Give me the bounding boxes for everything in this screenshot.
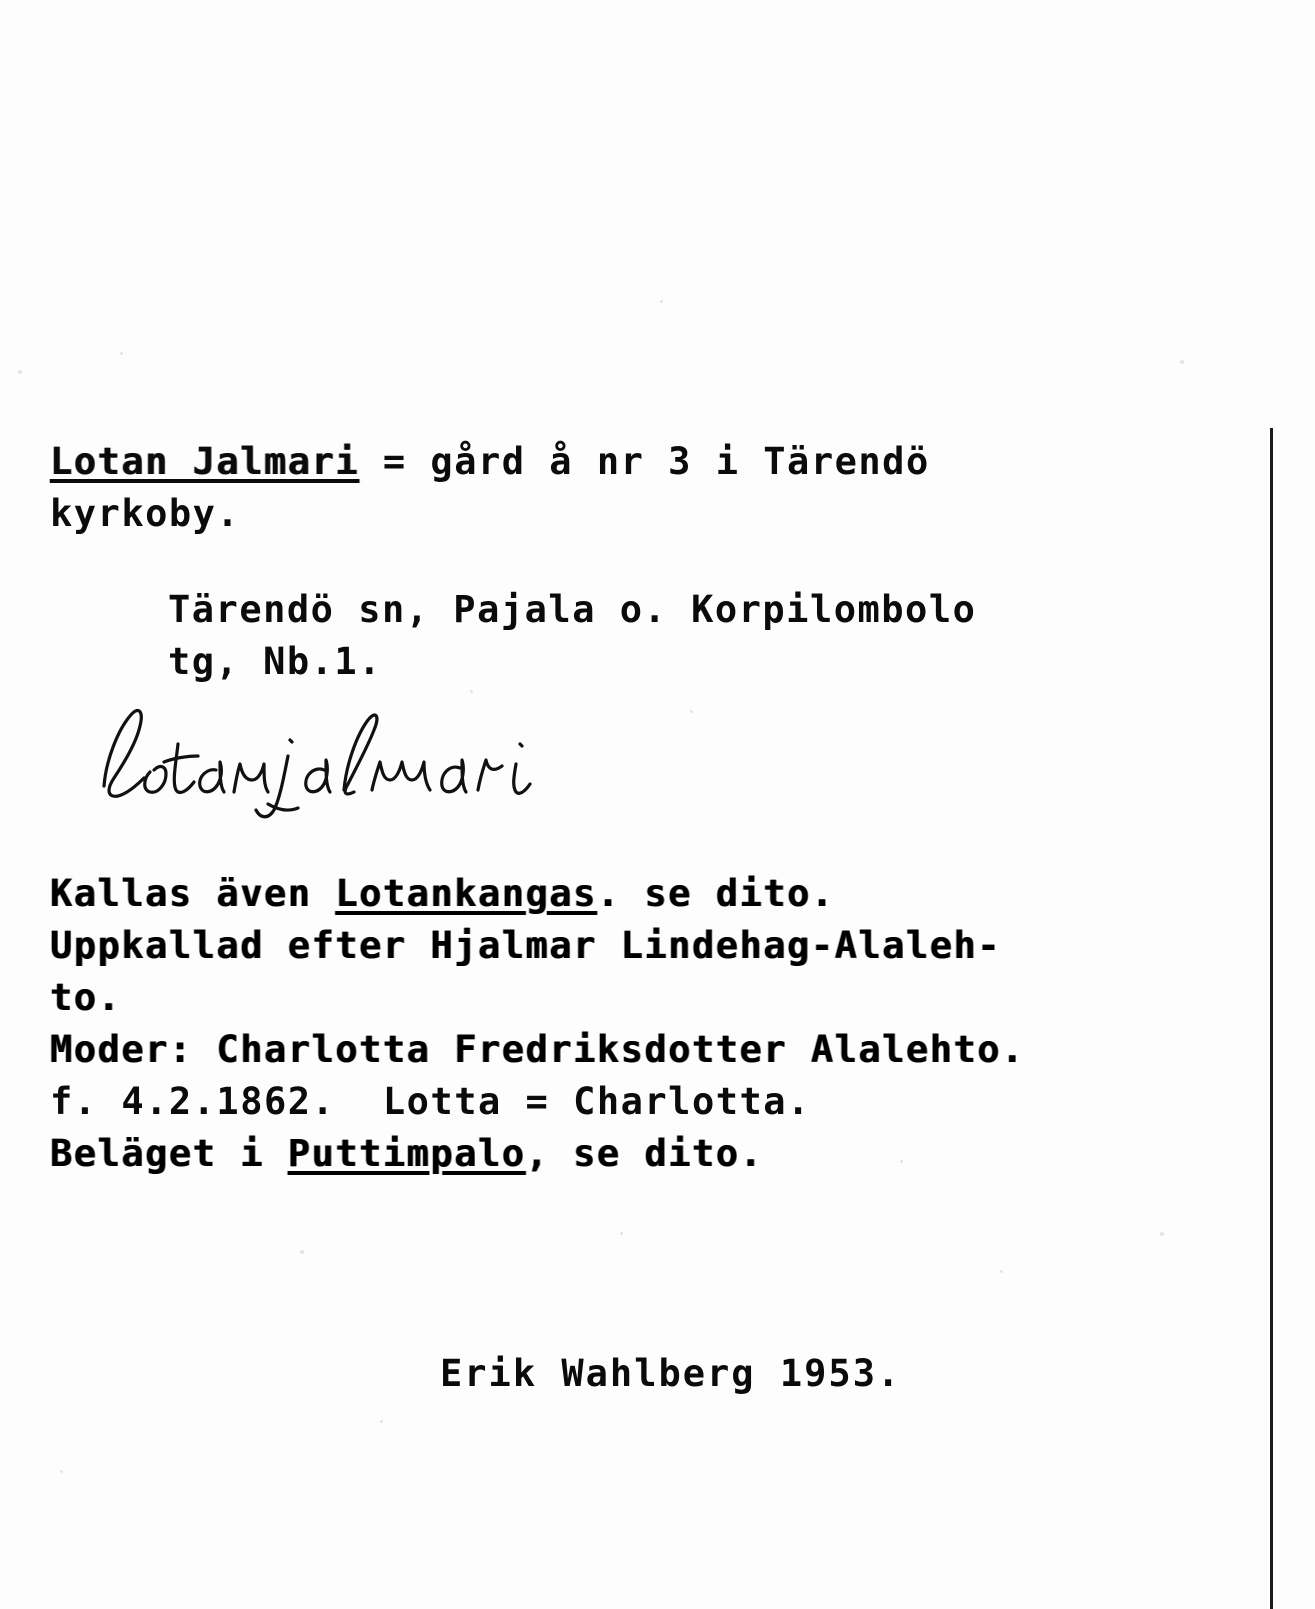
scan-speck <box>1000 1270 1003 1273</box>
notes-line-6-pre: Beläget i <box>50 1132 288 1175</box>
scan-speck <box>1160 1232 1164 1236</box>
signature-line: Erik Wahlberg 1953. <box>440 1352 902 1395</box>
notes-line-1-pre: Kallas även <box>50 872 336 915</box>
notes-line-6 <box>50 1128 1250 1180</box>
headword-rest: = gård å nr 3 i Tärendö <box>359 440 930 483</box>
notes-line-4: Moder: Charlotta Fredriksdotter Alalehto. <box>50 1028 1025 1071</box>
scan-speck <box>620 1232 623 1235</box>
location-line-2: tg, Nb.1. <box>168 640 382 683</box>
headword-block <box>50 436 1250 540</box>
scan-speck <box>1180 360 1184 364</box>
notes-line-1 <box>50 868 1250 920</box>
headword-term: Lotan Jalmari <box>50 440 360 483</box>
handwritten-note <box>92 700 692 820</box>
cross-reference-lotankangas: Lotankangas <box>335 872 597 915</box>
scan-speck <box>18 370 22 374</box>
scan-speck <box>660 300 663 303</box>
location-block <box>50 584 1250 688</box>
cross-reference-puttimpalo: Puttimpalo <box>287 1132 526 1175</box>
headword-line <box>50 436 1250 488</box>
headword-line-2: kyrkoby. <box>50 492 241 535</box>
notes-line-1-post: . se dito. <box>596 872 835 915</box>
notes-block <box>50 868 1250 1180</box>
location-line-1: Tärendö sn, Pajala o. Korpilombolo <box>168 588 977 631</box>
notes-line-3: to. <box>50 976 122 1019</box>
notes-line-5: f. 4.2.1862. Lotta = Charlotta. <box>50 1080 811 1123</box>
notes-line-6-post: , se dito. <box>525 1132 764 1175</box>
scan-speck <box>300 1250 304 1254</box>
scan-speck <box>120 352 123 355</box>
notes-line-2: Uppkallad efter Hjalmar Lindehag-Alaleh- <box>50 924 1002 967</box>
scan-speck <box>60 1470 63 1473</box>
scan-speck <box>380 1420 383 1423</box>
card-border-rule <box>1270 428 1273 1609</box>
